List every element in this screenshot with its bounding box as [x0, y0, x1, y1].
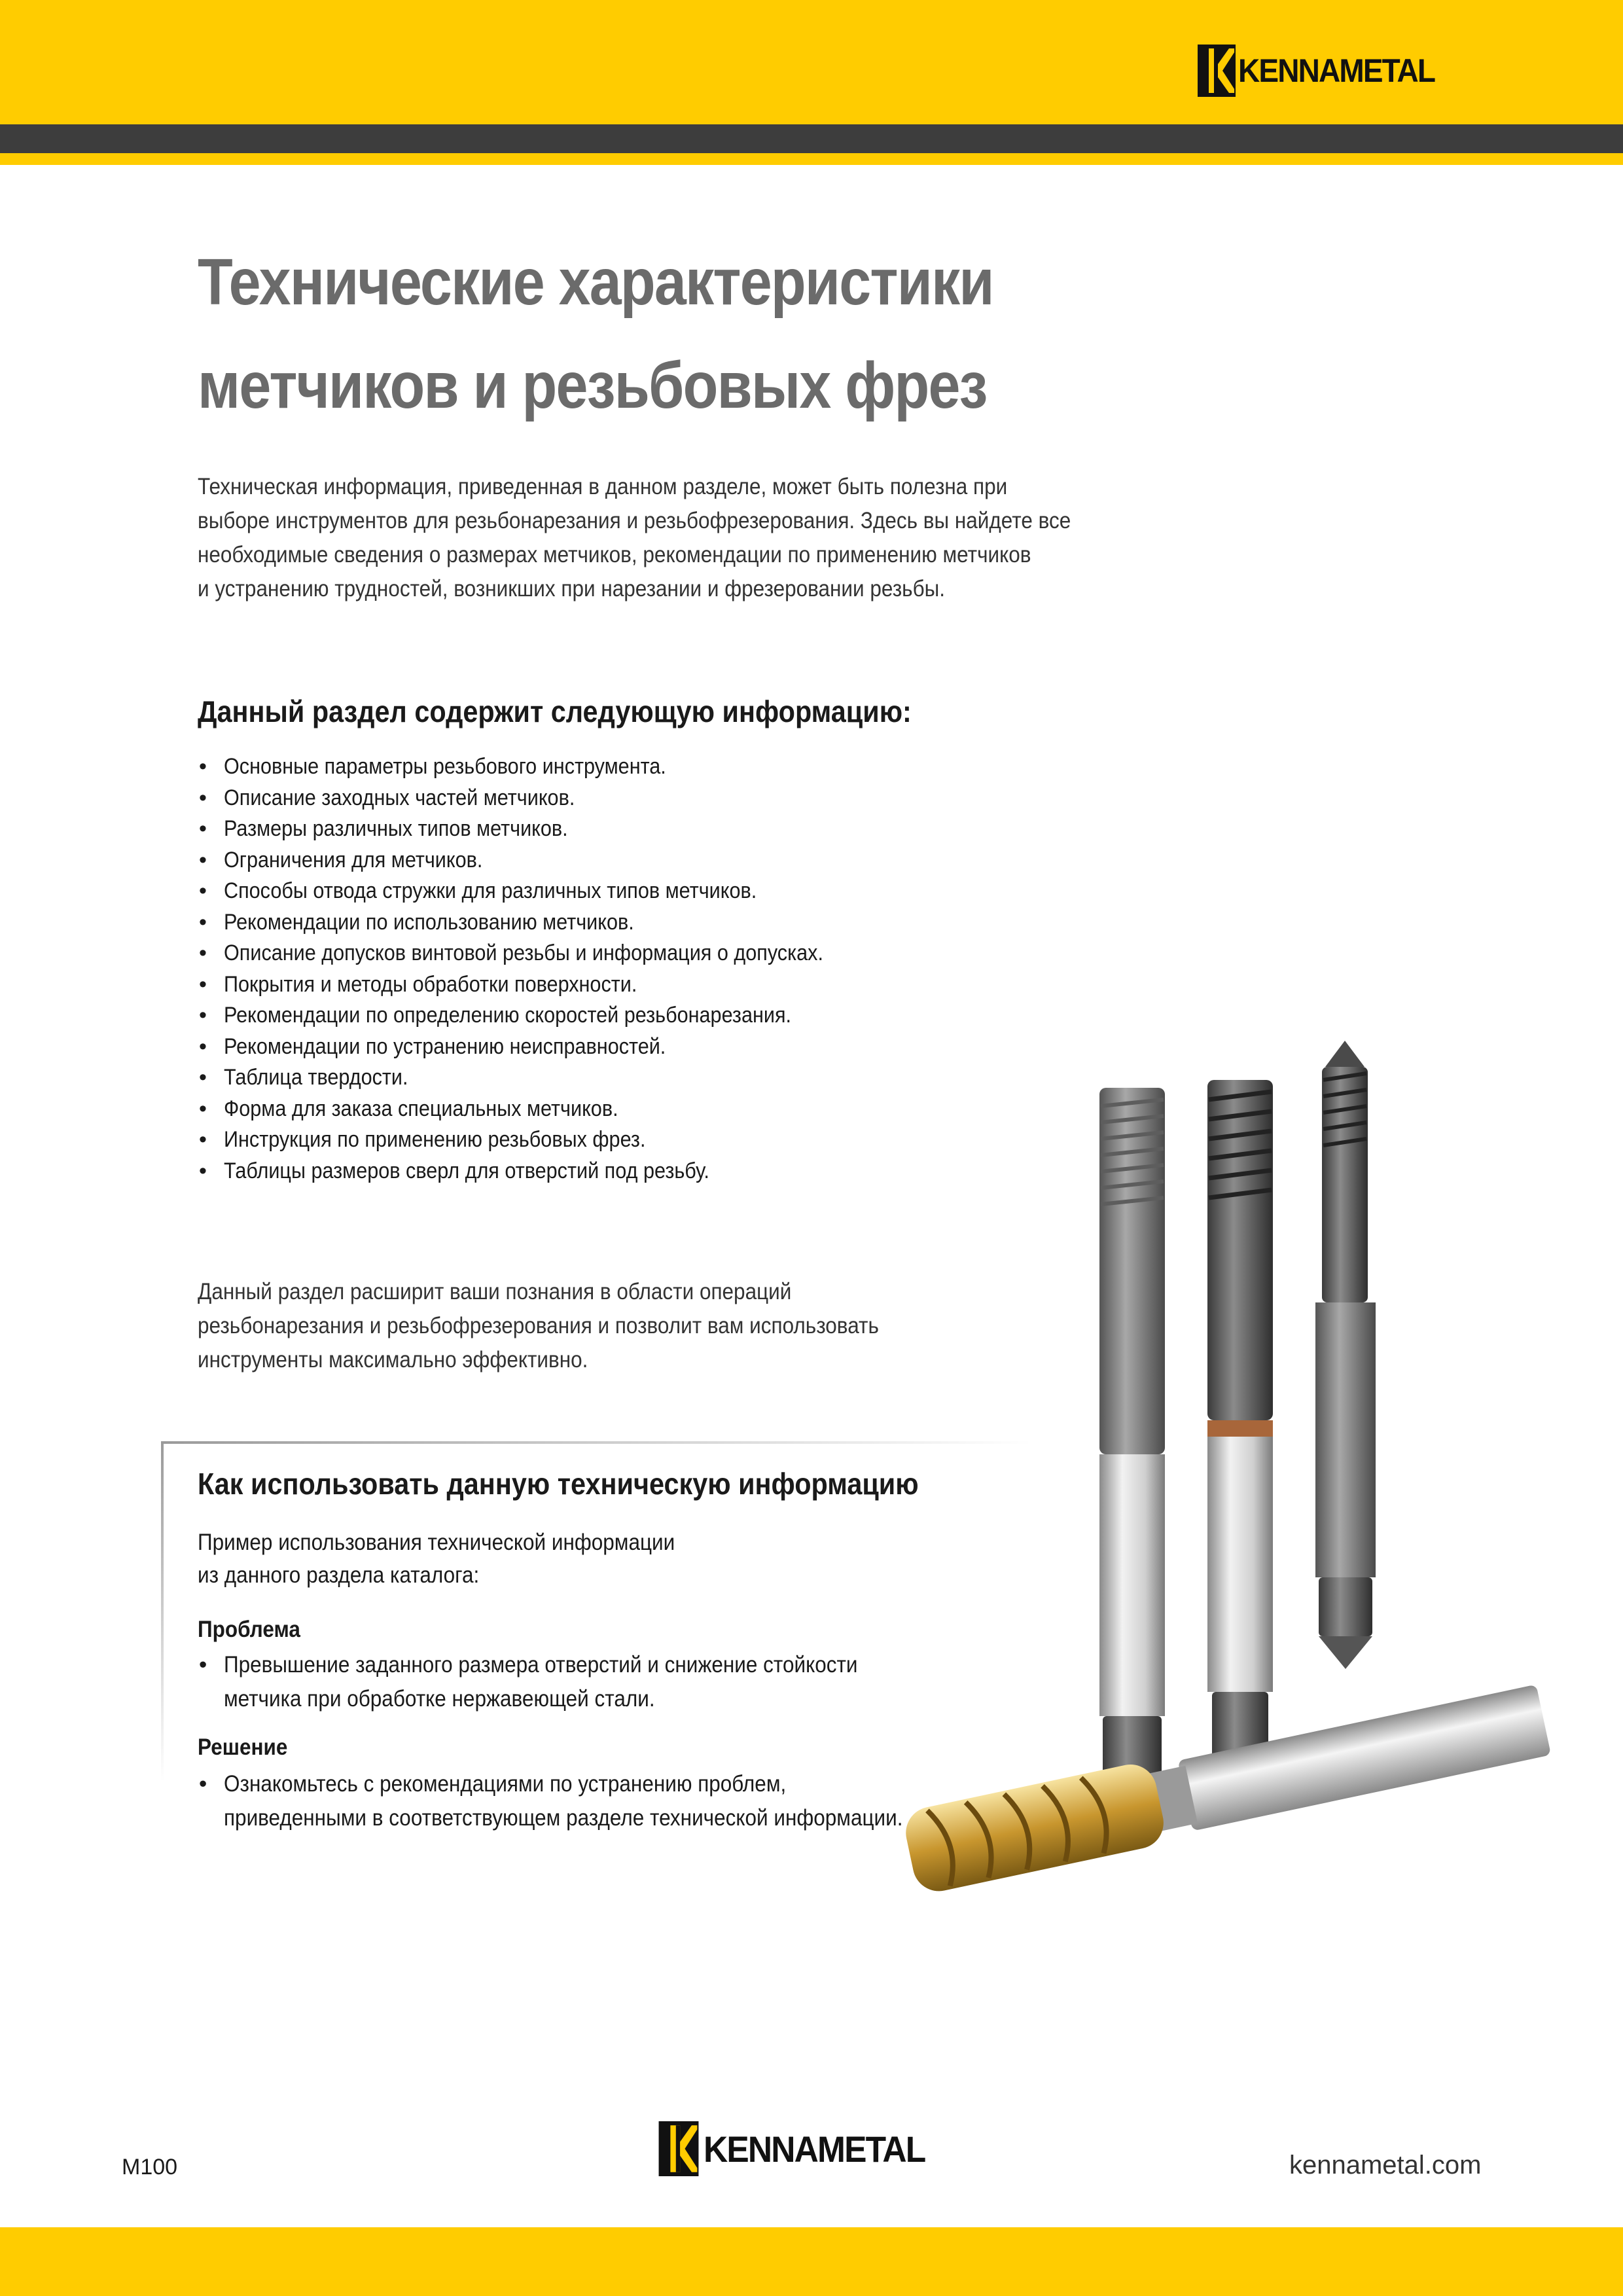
solution-line: приведенными в соответствующем разделе технической информации.: [224, 1805, 903, 1831]
page-number: M100: [122, 2155, 178, 2179]
tap-3: [1315, 1041, 1376, 1669]
page-title: [198, 230, 1245, 437]
kennametal-logo-header: [1198, 45, 1452, 97]
problem-line: Превышение заданного размера отверстий и снижение стойкости: [224, 1652, 858, 1677]
tap-1: [1099, 1088, 1165, 1782]
how-to-heading: Как использовать данную техническую информацию: [198, 1467, 919, 1501]
kennametal-k-icon: [656, 2121, 701, 2176]
how-to-intro: [198, 1526, 728, 1592]
problem-line: метчика при обработке нержавеющей стали.: [224, 1686, 655, 1712]
intro-line: выборе инструментов для резьбонарезания и резьбофрезерования. Здесь вы найдете все: [198, 508, 1071, 533]
kennametal-logo-footer: [656, 2121, 944, 2176]
outro-line: резьбонарезания и резьбофрезерования и позволит вам использовать: [198, 1313, 879, 1338]
outro-paragraph: [198, 1275, 983, 1377]
list-item: • Рекомендации по определению скоростей резьбонарезания.: [199, 1003, 792, 1028]
intro-line: и устранению трудностей, возникших при нарезании и фрезеровании резьбы.: [198, 576, 946, 601]
kennametal-k-icon: [1198, 45, 1236, 97]
list-item: • Покрытия и методы обработки поверхности.: [199, 971, 637, 997]
title-line-1: Технические характеристики: [198, 245, 993, 319]
contents-heading: Данный раздел содержит следующую информацию:: [198, 694, 912, 728]
brand-name: KENNAMETAL: [704, 2128, 925, 2170]
list-item: • Описание заходных частей метчиков.: [199, 785, 575, 810]
solution-label: Решение: [198, 1734, 288, 1760]
list-item: • Рекомендации по использованию метчиков.: [199, 909, 634, 935]
how-to-intro-line: Пример использования технической информации: [198, 1530, 675, 1555]
list-item: • Таблицы размеров сверл для отверстий под резьбу.: [199, 1158, 709, 1183]
outro-line: инструменты максимально эффективно.: [198, 1347, 588, 1372]
outro-line: Данный раздел расширит ваши познания в области операций: [198, 1279, 792, 1304]
list-item: • Способы отвода стружки для различных типов метчиков.: [199, 878, 757, 903]
title-line-2: метчиков и резьбовых фрез: [198, 349, 987, 422]
solution-item: • Ознакомьтесь с рекомендациями по устранению проблем, приведенными в соответствующем разделе технической информации.: [198, 1767, 978, 1835]
list-item: • Таблица твердости.: [199, 1065, 408, 1090]
website-link[interactable]: kennametal.com: [1289, 2151, 1482, 2179]
list-item: • Ограничения для метчиков.: [199, 847, 483, 872]
intro-line: Техническая информация, приведенная в данном разделе, может быть полезна при: [198, 474, 1008, 499]
list-item: • Инструкция по применению резьбовых фрез.: [199, 1127, 646, 1152]
list-item: • Форма для заказа специальных метчиков.: [199, 1096, 618, 1121]
how-to-frame-vertical: [161, 1441, 164, 1782]
list-item: • Основные параметры резьбового инструмента.: [199, 754, 666, 779]
tap-2: [1207, 1080, 1273, 1765]
problem-label: Проблема: [198, 1617, 300, 1642]
list-item: • Рекомендации по устранению неисправностей.: [199, 1033, 666, 1059]
solution-line: Ознакомьтесь с рекомендациями по устранению проблем,: [224, 1771, 787, 1797]
brand-name: KENNAMETAL: [1238, 52, 1435, 89]
contents-list: [198, 751, 890, 1187]
taps-product-photo: [877, 1034, 1571, 1950]
list-item: • Размеры различных типов метчиков.: [199, 816, 568, 841]
footer-band: [0, 2227, 1623, 2296]
problem-item: • Превышение заданного размера отверстий и снижение стойкости метчика при обработке нержавеющей стали.: [198, 1648, 928, 1716]
how-to-intro-line: из данного раздела каталога:: [198, 1562, 480, 1588]
header-stripe-accent: [0, 153, 1623, 165]
header-stripe: [0, 124, 1623, 153]
intro-line: необходимые сведения о размерах метчиков, рекомендации по применению метчиков: [198, 542, 1031, 567]
list-item: • Описание допусков винтовой резьбы и информация о допусках.: [199, 941, 823, 965]
intro-paragraph: [198, 470, 1179, 606]
